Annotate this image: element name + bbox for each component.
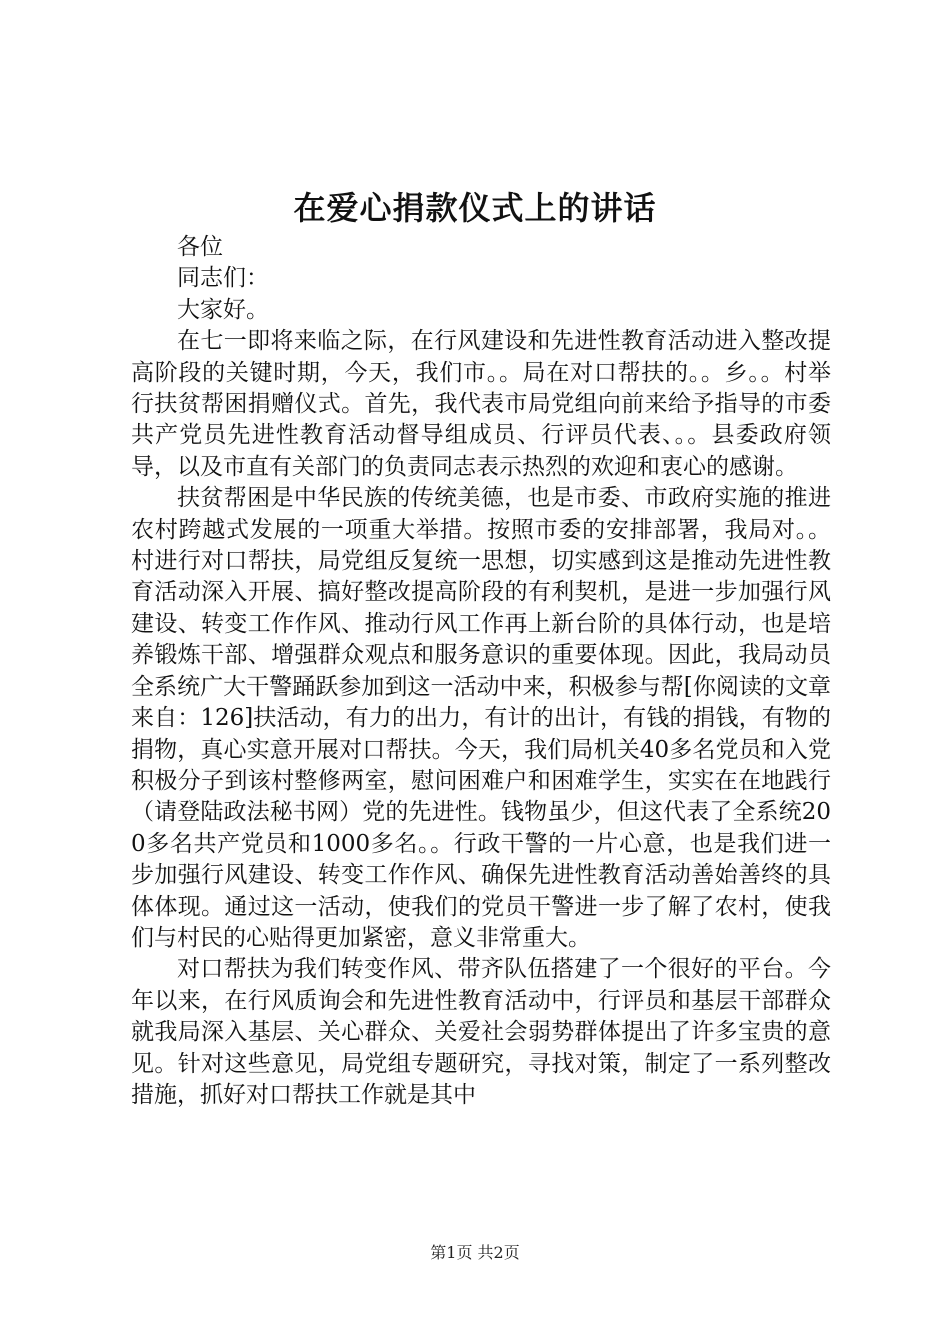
page-number-footer: 第1页 共2页 bbox=[430, 1243, 520, 1262]
body-paragraph: 扶贫帮困是中华民族的传统美德，也是市委、市政府实施的推进农村跨越式发展的一项重大举措。按照市委的安排部署，我局对。。村进行对口帮扶，局党组反复统一思想，切实感到这是推动先进性教育活动深入开展、搞好整改提高阶段的有利契机，是进一步加强行风建设、转变工作作风、推动行风工作再上新台阶的具体行动，也是培养锻炼干部、增强群众观点和服务意识的重要体现。因此，我局动员全系统广大干警踊跃参加到这一活动中来，积极参与帮[你阅读的文章来自：126]扶活动，有力的出力，有计的出计，有钱的捐钱，有物的捐物，真心实意开展对口帮扶。今天，我们局机关40多名党员和入党积极分子到该村整修两室，慰问困难户和困难学生，实实在在地践行（请登陆政法秘书网）党的先进性。钱物虽少，但这代表了全系统200多名共产党员和1000多名。。行政干警的一片心意，也是我们进一步加强行风建设、转变工作作风、确保先进性教育活动善始善终的具体体现。通过这一活动，使我们的党员干警进一步了解了农村，使我们与村民的心贴得更加紧密，意义非常重大。 bbox=[131, 485, 831, 951]
salutation-line: 同志们： bbox=[177, 265, 269, 292]
page-title: 在爱心捐款仪式上的讲话 bbox=[293, 189, 657, 227]
body-paragraph: 对口帮扶为我们转变作风、带齐队伍搭建了一个很好的平台。今年以来，在行风质询会和先进性教育活动中，行评员和基层干部群众就我局深入基层、关心群众、关爱社会弱势群体提出了许多宝贵的意见。针对这些意见，局党组专题研究，寻找对策，制定了一系列整改措施，抓好对口帮扶工作就是其中 bbox=[131, 956, 831, 1108]
greeting-line: 大家好。 bbox=[177, 296, 269, 323]
document-body bbox=[131, 232, 831, 1111]
body-paragraph: 在七一即将来临之际，在行风建设和先进性教育活动进入整改提高阶段的关键时期，今天，我们市。。局在对口帮扶的。。乡。。村举行扶贫帮困捐赠仪式。首先，我代表市局党组向前来给予指导的市委共产党员先进性教育活动督导组成员、行评员代表、。。县委政府领导，以及市直有关部门的负责同志表示热烈的欢迎和衷心的感谢。 bbox=[131, 328, 831, 480]
salutation-line: 各位 bbox=[177, 234, 223, 260]
